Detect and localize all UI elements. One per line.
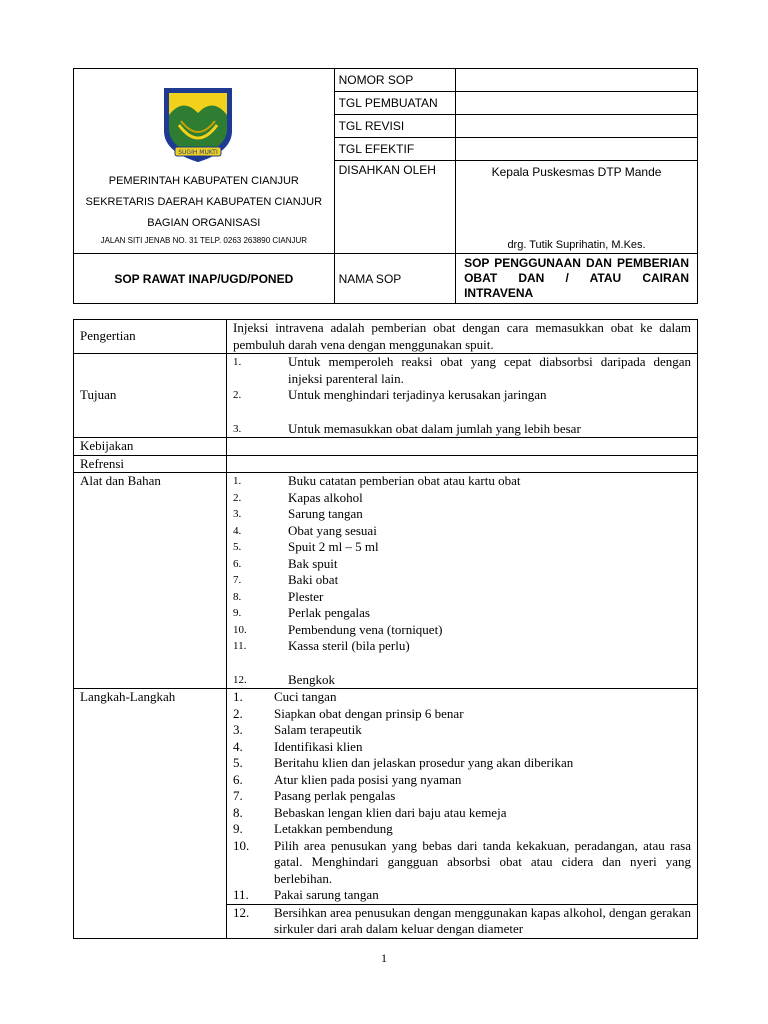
list-item: 7. Baki obat [233,572,339,587]
list-item: 5. Spuit 2 ml – 5 ml [233,539,379,554]
list-item: 6. Bak spuit [233,555,338,571]
refrensi-value [227,455,698,473]
list-item: 7. Pasang perlak pengalas [233,788,396,803]
list-item: 12. Bersihkan area penusukan dengan menggunakan kapas alkohol, dengan gerakan sirkuler dari arah dalam keluar dengan diameter [233,904,691,936]
page-number: 1 [381,951,387,965]
tujuan-cell [227,354,698,438]
list-item: 3. Untuk memasukkan obat dalam jumlah yang lebih besar [233,420,581,436]
tgl-efektif-label: TGL EFEKTIF [334,138,455,161]
org-line-1: PEMERINTAH KABUPATEN CIANJUR [108,175,299,187]
list-item: 10. Pembendung vena (torniquet) [233,621,443,637]
nama-sop-label: NAMA SOP [334,254,455,304]
approver-title: Kepala Puskesmas DTP Mande [491,165,662,179]
disahkan-value [456,161,698,254]
tujuan-list [233,354,691,437]
nomor-sop-label: NOMOR SOP [334,69,455,92]
kebijakan-value [227,438,698,456]
org-line-2: SEKRETARIS DAERAH KABUPATEN CIANJUR [85,196,323,208]
list-item: 2. Untuk menghindari terjadinya kerusakan jaringan [233,387,547,402]
list-item: 12. Bengkok [233,671,335,687]
list-item: 4. Identifikasi klien [233,738,363,754]
list-item: 4. Obat yang sesuai [233,522,377,538]
refrensi-label: Refrensi [74,455,227,473]
sop-content-table [73,319,698,939]
alat-list [233,473,691,688]
logo-motto: SUGIH MUKTI [178,149,218,156]
pengertian-label: Pengertian [74,320,227,354]
tgl-revisi-label: TGL REVISI [334,115,455,138]
list-item: 9. Perlak pengalas [233,605,370,620]
list-item: 3. Salam terapeutik [233,722,362,737]
org-line-3: BAGIAN ORGANISASI [147,217,261,229]
tgl-efektif-value [456,138,698,161]
tujuan-label: Tujuan [74,354,227,438]
list-item: 1. Cuci tangan [233,689,337,704]
langkah-list-continued [233,905,691,938]
org-address: JALAN SITI JENAB NO. 31 TELP. 0263 263890 CIANJUR [100,236,308,245]
list-item: 10. Pilih area penusukan yang bebas dari tanda kekakuan, peradangan, atau rasa gatal. Menghindari gangguan absorbsi obat atau cidera dan nyeri yang berlebihan. [233,837,691,886]
sop-header-table [73,68,698,304]
organization-cell [74,69,335,254]
list-item: 9. Letakkan pembendung [233,821,393,836]
alat-cell [227,473,698,689]
alat-label: Alat dan Bahan [74,473,227,689]
disahkan-label: DISAHKAN OLEH [334,161,455,254]
list-item: 6. Atur klien pada posisi yang nyaman [233,771,462,787]
list-item: 1. Buku catatan pemberian obat atau kartu obat [233,473,521,488]
list-item: 8. Bebaskan lengan klien dari baju atau kemeja [233,804,507,820]
tgl-pembuatan-label: TGL PEMBUATAN [334,92,455,115]
list-item: 2. Kapas alkohol [233,489,363,505]
kebijakan-label: Kebijakan [74,438,227,456]
langkah-cell [227,689,698,905]
langkah-list [233,689,691,904]
nomor-sop-value [456,69,698,92]
tgl-pembuatan-value [456,92,698,115]
tgl-revisi-value [456,115,698,138]
list-item: 5. Beritahu klien dan jelaskan prosedur yang akan diberikan [233,755,574,770]
list-item: 1. Untuk memperoleh reaksi obat yang cepat diabsorbsi daripada dengan injeksi parenteral lain. [233,354,691,386]
pengertian-text: Injeksi intravena adalah pemberian obat dengan cara memasukkan obat ke dalam pembuluh darah vena dengan menggunakan spuit. [227,320,698,354]
list-item: 2. Siapkan obat dengan prinsip 6 benar [233,705,464,721]
sop-name: SOP PENGGUNAAN DAN PEMBERIAN OBAT DAN / ATAU CAIRAN INTRAVENA [456,254,698,304]
sop-title: SOP RAWAT INAP/UGD/PONED [74,254,335,304]
list-item: 11. Pakai sarung tangan [233,887,379,902]
approver-name: drg. Tutik Suprihatin, M.Kes. [507,239,646,251]
list-item: 11. Kassa steril (bila perlu) [233,638,410,653]
organization-text [74,171,334,248]
list-item: 3. Sarung tangan [233,506,363,521]
langkah-cell-continued [227,904,698,938]
list-item: 8. Plester [233,588,324,604]
cianjur-emblem-icon [161,85,235,163]
langkah-label: Langkah-Langkah [74,689,227,939]
